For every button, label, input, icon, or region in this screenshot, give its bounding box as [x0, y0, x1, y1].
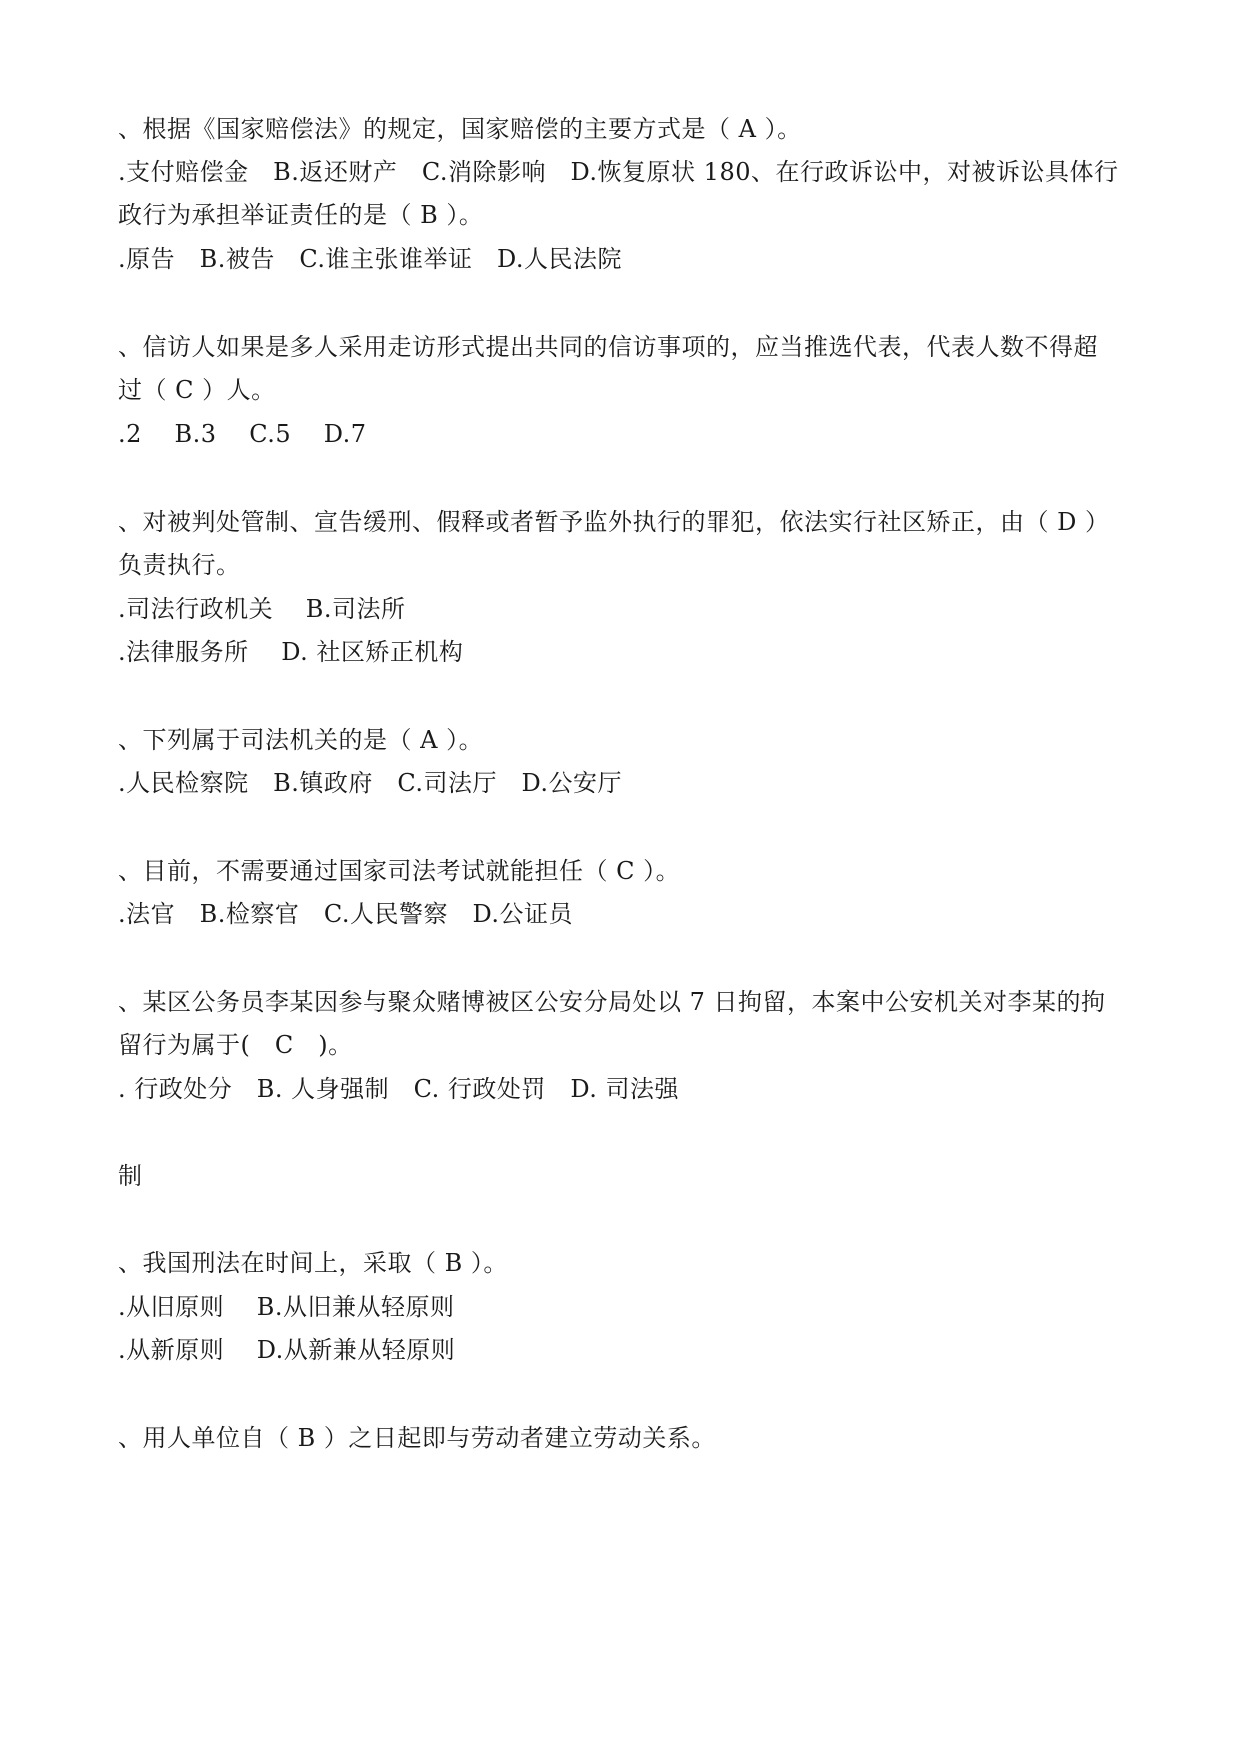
question-7-stem-continued: 留行为属于( C )。: [118, 1031, 353, 1059]
question-8-options-row-1: .从旧原则 B.从旧兼从轻原则: [118, 1293, 455, 1321]
question-8-stem: 、我国刑法在时间上，采取（ B ）。: [118, 1249, 508, 1277]
question-5-options: .人民检察院 B.镇政府 C.司法厅 D.公安厅: [118, 769, 623, 797]
question-7-options-continued: 制: [118, 1162, 143, 1190]
question-4-stem-continued: 负责执行。: [118, 551, 241, 579]
question-6-stem: 、目前，不需要通过国家司法考试就能担任（ C ）。: [118, 857, 681, 885]
question-8-options-row-2: .从新原则 D.从新兼从轻原则: [118, 1336, 456, 1364]
question-1-options-and-question-2-stem: .支付赔偿金 B.返还财产 C.消除影响 D.恢复原状 180、在行政诉讼中，对被诉讼具体行: [118, 158, 1119, 186]
question-5-stem: 、下列属于司法机关的是（ A ）。: [118, 726, 484, 754]
question-7-stem: 、某区公务员李某因参与聚众赌博被区公安分局处以 7 日拘留，本案中公安机关对李某的拘: [118, 988, 1106, 1016]
question-3-options: .2 B.3 C.5 D.7: [118, 420, 367, 448]
question-6-options: .法官 B.检察官 C.人民警察 D.公证员: [118, 900, 574, 928]
question-4-stem: 、对被判处管制、宣告缓刑、假释或者暂予监外执行的罪犯，依法实行社区矫正，由（ D ）: [118, 508, 1110, 536]
question-4-options-row-1: .司法行政机关 B.司法所: [118, 595, 406, 623]
question-1-stem: 、根据《国家赔偿法》的规定，国家赔偿的主要方式是（ A ）。: [118, 115, 802, 143]
question-4-options-row-2: .法律服务所 D. 社区矫正机构: [118, 638, 464, 666]
question-3-stem-continued: 过（ C ）人。: [118, 376, 276, 404]
question-2-stem-continued: 政行为承担举证责任的是（ B ）。: [118, 201, 484, 229]
question-3-stem: 、信访人如果是多人采用走访形式提出共同的信访事项的，应当推选代表，代表人数不得超: [118, 333, 1098, 361]
question-7-options: . 行政处分 B. 人身强制 C. 行政处罚 D. 司法强: [118, 1075, 680, 1103]
question-2-options: .原告 B.被告 C.谁主张谁举证 D.人民法院: [118, 245, 623, 273]
question-9-stem: 、用人单位自（ B ）之日起即与劳动者建立劳动关系。: [118, 1424, 716, 1452]
